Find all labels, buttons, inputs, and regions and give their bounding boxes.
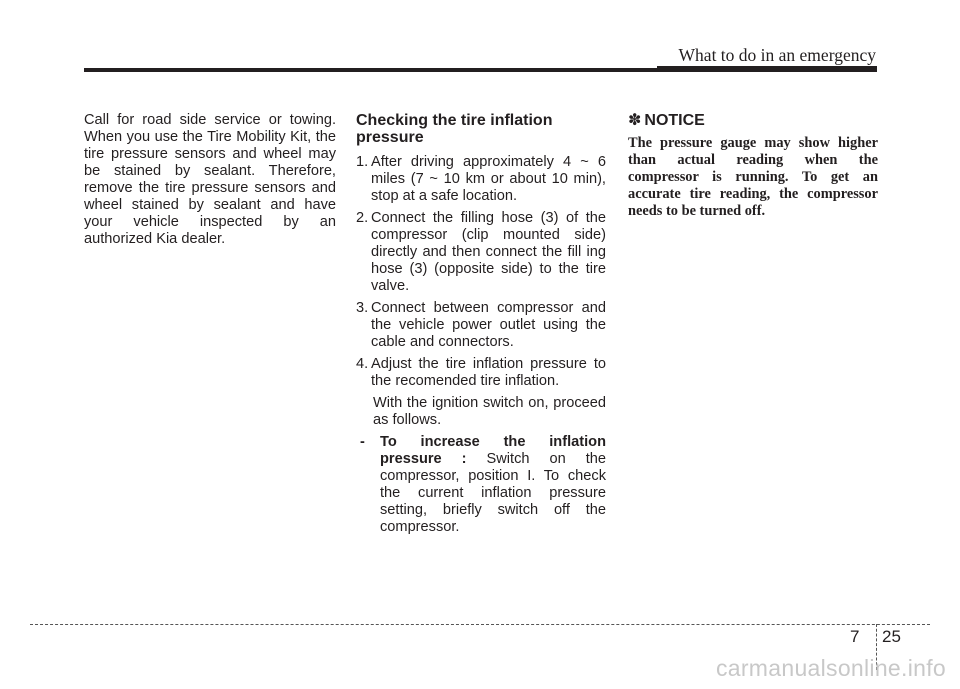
steps-list [356, 154, 606, 390]
notice-title: NOTICE [644, 112, 705, 129]
step-number: 2. [356, 210, 369, 226]
header-rule [84, 68, 877, 72]
right-column [628, 112, 878, 220]
sub-text: Switch on the compressor, position I. To check the current inflation pressure setting, briefly switch off the compressor. [380, 451, 606, 535]
step-note: With the ignition switch on, proceed as follows. [373, 395, 606, 428]
left-column [84, 112, 336, 248]
footer-rule [30, 624, 930, 625]
sub-item [356, 434, 606, 536]
step-text: Adjust the tire inflation pressure to the recomended tire inflation. [371, 356, 606, 389]
section-title: What to do in an emergency [678, 45, 876, 65]
notice-text: The pressure gauge may show higher than actual reading when the compressor is running. To get an accurate tire reading, the compressor needs to be turned off. [628, 135, 878, 219]
asterisk-icon: ✽ [628, 112, 642, 129]
step-number: 4. [356, 356, 369, 372]
watermark: carmanualsonline.info [715, 655, 946, 681]
sub-term: To increase the inflation pressure : [380, 434, 606, 467]
middle-column [356, 112, 606, 536]
notice-heading [628, 112, 878, 129]
step-number: 3. [356, 300, 369, 316]
sub-dash: - [360, 434, 365, 450]
left-paragraph: Call for road side service or towing. When you use the Tire Mobility Kit, the tire pressure sensors and wheel may be stained by sealant. Therefore, remove the tire pressure sensors and wheel stained by sealant and have your vehicle inspected by an authorized Kia dealer. [84, 112, 336, 247]
step-text: Connect the filling hose (3) of the compressor (clip mounted side) directly and then connect the fill ing hose (3) (opposite side) to the tire valve. [371, 210, 606, 294]
page-number: 25 [882, 627, 901, 646]
step-text: After driving approximately 4 ~ 6 miles (7 ~ 10 km or about 10 min), stop at a safe location. [371, 154, 606, 204]
step-number: 1. [356, 154, 369, 170]
step-item [356, 210, 606, 295]
step-text: Connect between compressor and the vehicle power outlet using the cable and connectors. [371, 300, 606, 350]
step-item [356, 154, 606, 205]
step-item [356, 300, 606, 351]
step-item [356, 356, 606, 390]
section-heading: Checking the tire inflation pressure [356, 112, 553, 146]
chapter-number: 7 [850, 627, 860, 646]
